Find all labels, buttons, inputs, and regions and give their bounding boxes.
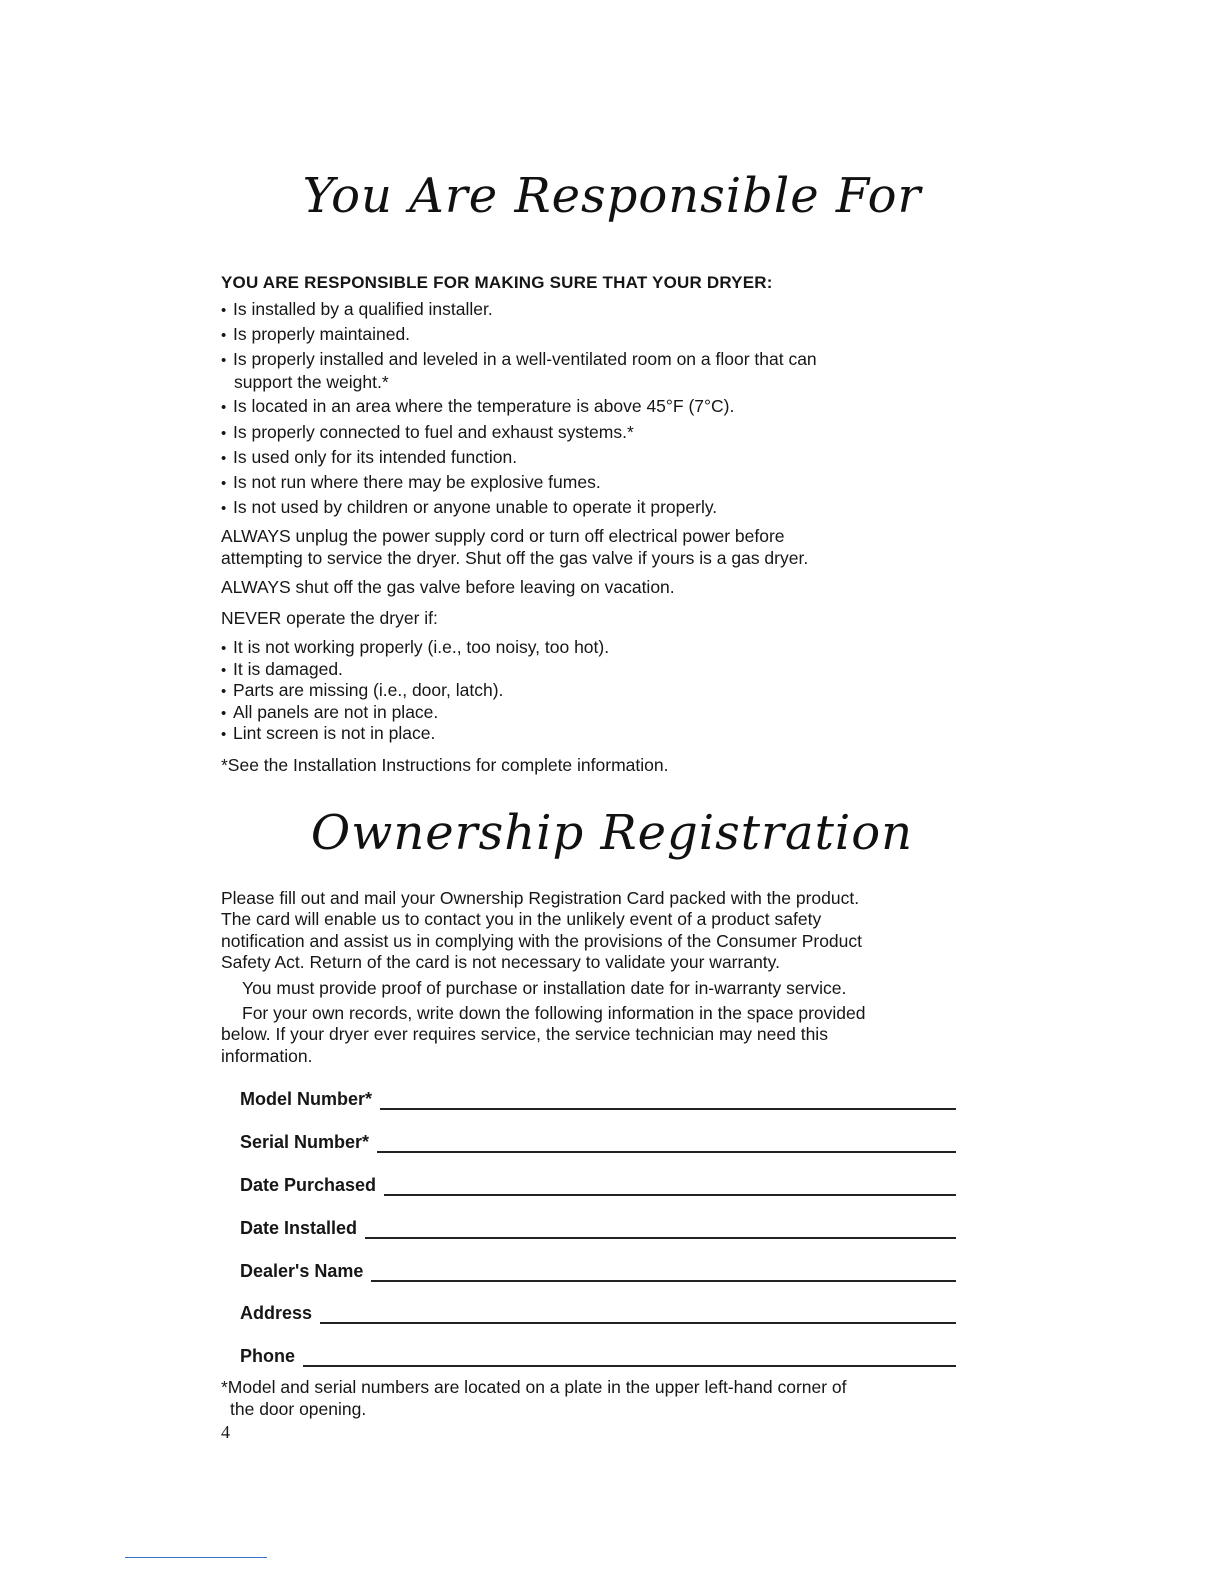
bullet-text: Lint screen is not in place. [233,723,436,743]
phone-input[interactable] [320,1345,954,1367]
responsible-bullet [221,471,601,495]
date-installed-input[interactable] [390,1217,954,1239]
model-number-field [240,1088,956,1114]
responsible-title: You Are Responsible For [302,168,922,224]
bullet-glyph: • [221,399,227,416]
model-number-input[interactable] [410,1088,954,1110]
never-bullet [221,722,435,746]
bullet-glyph: • [221,475,227,492]
ownership-para3-line: below. If your dryer ever requires service, the service technician may need this [221,1024,828,1044]
bullet-text: Is properly installed and leveled in a well-ventilated room on a floor that can [233,349,817,369]
bullet-glyph: • [221,683,227,700]
ownership-para1-line: Safety Act. Return of the card is not necessary to validate your warranty. [221,952,780,972]
bullet-text: It is not working properly (i.e., too noisy, too hot). [233,637,610,657]
responsible-bullet [221,446,517,470]
ownership-para3-line: For your own records, write down the following information in the space provided [242,1003,866,1023]
dealers-name-field [240,1260,956,1286]
responsible-bullet [221,323,410,347]
bullet-glyph: • [221,726,227,743]
always-unplug-line-1: ALWAYS unplug the power supply cord or turn off electrical power before [221,526,785,546]
bullet-text: Is located in an area where the temperature is above 45°F (7°C). [233,396,735,416]
address-label: Address [240,1302,320,1324]
never-intro: NEVER operate the dryer if: [221,608,438,628]
ownership-para1-line: notification and assist us in complying with the provisions of the Consumer Product [221,931,863,951]
serial-number-label: Serial Number* [240,1131,377,1153]
serial-number-field [240,1131,956,1157]
bullet-text: Is used only for its intended function. [233,447,518,467]
responsible-bullet [221,421,634,445]
responsible-bullet [221,348,817,372]
ownership-para1-line: The card will enable us to contact you in the unlikely event of a product safety [221,909,822,929]
address-input[interactable] [330,1302,954,1324]
bullet-glyph: • [221,450,227,467]
ownership-title: Ownership Registration [310,805,914,861]
responsible-bullet [221,298,493,322]
bullet-text: Is not run where there may be explosive fumes. [233,472,601,492]
bottom-divider [125,1557,267,1558]
bullet-glyph: • [221,705,227,722]
dealers-name-label: Dealer's Name [240,1260,371,1282]
footnote-line: *Model and serial numbers are located on a plate in the upper left-hand corner of [221,1377,847,1397]
address-field [240,1302,956,1328]
bullet-glyph: • [221,302,227,319]
bullet-glyph: • [221,352,227,369]
bullet-text: Parts are missing (i.e., door, latch). [233,680,504,700]
date-purchased-input[interactable] [410,1174,954,1196]
responsible-heading: YOU ARE RESPONSIBLE FOR MAKING SURE THAT YOUR DRYER: [221,273,773,292]
date-purchased-field [240,1174,956,1200]
bullet-glyph: • [221,640,227,657]
bullet-text: All panels are not in place. [233,702,439,722]
ownership-para2: You must provide proof of purchase or installation date for in-warranty service. [242,978,847,998]
model-number-label: Model Number* [240,1088,380,1110]
date-installed-label: Date Installed [240,1217,365,1239]
dealers-name-input[interactable] [395,1260,954,1282]
never-bullet [221,679,503,703]
never-bullet [221,636,609,660]
footnote-line: the door opening. [230,1399,367,1419]
bullet-glyph: • [221,500,227,517]
phone-label: Phone [240,1345,303,1367]
always-shutoff: ALWAYS shut off the gas valve before leaving on vacation. [221,577,675,597]
bullet-glyph: • [221,425,227,442]
bullet-text: Is installed by a qualified installer. [233,299,493,319]
phone-field [240,1345,956,1371]
ownership-para3-line: information. [221,1046,313,1066]
bullet-text: Is not used by children or anyone unable to operate it properly. [233,497,718,517]
ownership-para1-line: Please fill out and mail your Ownership Registration Card packed with the product. [221,888,860,908]
responsible-bullet [221,496,717,520]
page-number: 4 [221,1422,230,1442]
responsible-bullet [221,395,734,419]
responsible-bullet-continuation: support the weight.* [234,372,389,392]
bullet-text: Is properly connected to fuel and exhaust systems.* [233,422,634,442]
date-purchased-label: Date Purchased [240,1174,384,1196]
installation-footnote: *See the Installation Instructions for complete information. [221,755,669,775]
bullet-text: It is damaged. [233,659,343,679]
bullet-glyph: • [221,327,227,344]
always-unplug-line-2: attempting to service the dryer. Shut off the gas valve if yours is a gas dryer. [221,548,809,568]
bullet-glyph: • [221,662,227,679]
bullet-text: Is properly maintained. [233,324,411,344]
date-installed-field [240,1217,956,1243]
serial-number-input[interactable] [405,1131,954,1153]
